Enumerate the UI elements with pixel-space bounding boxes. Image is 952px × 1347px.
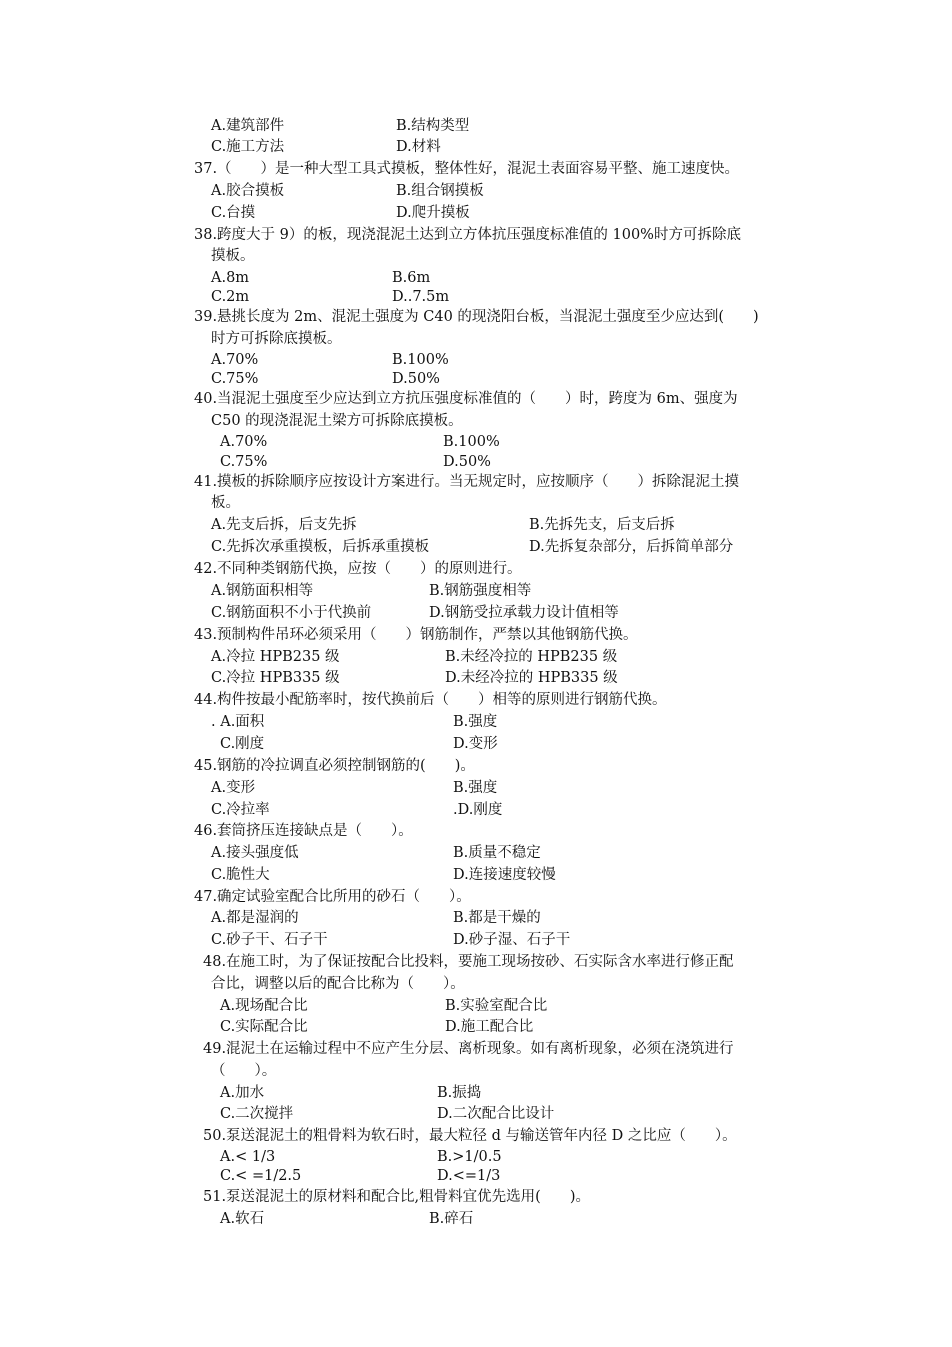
option-a: A.现场配合比 bbox=[220, 998, 308, 1014]
option-c: C.脆性大 bbox=[211, 867, 270, 883]
option-c: C.二次搅拌 bbox=[220, 1106, 294, 1122]
option-d: D.钢筋受拉承载力设计值相等 bbox=[429, 605, 619, 621]
option-b: B.强度 bbox=[453, 780, 498, 796]
option-b: B.质量不稳定 bbox=[453, 845, 541, 861]
question-45: 45.钢筋的冷拉调直必须控制钢筋的( )。 bbox=[194, 758, 475, 774]
option-c: C.2m bbox=[211, 289, 250, 305]
option-b: B.碎石 bbox=[429, 1211, 474, 1227]
option-a: A.都是湿润的 bbox=[211, 910, 299, 926]
option-b: B.>1/0.5 bbox=[437, 1149, 502, 1165]
option-d: D.材料 bbox=[396, 139, 441, 155]
option-b: B.未经冷拉的 HPB235 级 bbox=[445, 649, 618, 665]
question-37: 37.（ ）是一种大型工具式摸板，整体性好，混泥土表面容易平整、施工速度快。 bbox=[194, 161, 740, 177]
option-a: A.冷拉 HPB235 级 bbox=[211, 649, 340, 665]
option-b: B.6m bbox=[392, 270, 431, 286]
question-41: 41.摸板的拆除顺序应按设计方案进行。当无规定时，应按顺序（ ）拆除混泥土摸 bbox=[194, 474, 740, 490]
option-c: C.砂子干、石子干 bbox=[211, 932, 328, 948]
option-c: C.< =1/2.5 bbox=[220, 1168, 302, 1184]
question-40: 40.当混泥土强度至少应达到立方抗压强度标准值的（ ）时，跨度为 6m、强度为 bbox=[194, 391, 738, 407]
option-a: A.70% bbox=[220, 434, 268, 450]
option-a: A.接头强度低 bbox=[211, 845, 299, 861]
option-b: B.都是干燥的 bbox=[453, 910, 541, 926]
question-38-cont: 摸板。 bbox=[211, 248, 255, 264]
question-39-cont: 时方可拆除底摸板。 bbox=[211, 331, 342, 347]
option-b: B.振捣 bbox=[437, 1085, 482, 1101]
question-39: 39.悬挑长度为 2m、混泥土强度为 C40 的现浇阳台板，当混泥土强度至少应达到( ) bbox=[194, 309, 759, 325]
question-49: 49.混泥土在运输过程中不应产生分层、离析现象。如有离析现象，必须在浇筑进行 bbox=[203, 1041, 734, 1057]
option-d: D.<=1/3 bbox=[437, 1168, 501, 1184]
question-42: 42.不同种类钢筋代换，应按（ ）的原则进行。 bbox=[194, 561, 522, 577]
option-c: C.冷拉 HPB335 级 bbox=[211, 670, 340, 686]
question-46: 46.套筒挤压连接缺点是（ ）。 bbox=[194, 823, 413, 839]
option-c: C.冷拉率 bbox=[211, 802, 270, 818]
option-d: D.50% bbox=[392, 371, 440, 387]
option-b: B.100% bbox=[443, 434, 500, 450]
option-c: C.75% bbox=[220, 454, 268, 470]
option-d: D..7.5m bbox=[392, 289, 450, 305]
option-d: D.连接速度较慢 bbox=[453, 867, 556, 883]
question-44: 44.构件按最小配筋率时，按代换前后（ ）相等的原则进行钢筋代换。 bbox=[194, 692, 667, 708]
option-c: C.台摸 bbox=[211, 205, 256, 221]
option-a: A.建筑部件 bbox=[211, 118, 285, 134]
option-b: B.先拆先支，后支后拆 bbox=[529, 517, 675, 533]
question-50: 50.泵送混泥土的粗骨料为软石时，最大粒径 d 与输送管年内径 D 之比应（ ）。 bbox=[203, 1128, 737, 1144]
question-40-cont: C50 的现浇混泥土梁方可拆除底摸板。 bbox=[211, 413, 463, 429]
question-48: 48.在施工时，为了保证按配合比投料，要施工现场按砂、石实际含水率进行修正配 bbox=[203, 954, 734, 970]
question-43: 43.预制构件吊环必须采用（ ）钢筋制作，严禁以其他钢筋代换。 bbox=[194, 627, 638, 643]
option-d: D.施工配合比 bbox=[445, 1019, 534, 1035]
option-c: C.先拆次承重摸板，后拆承重摸板 bbox=[211, 539, 430, 555]
option-b: B.实验室配合比 bbox=[445, 998, 548, 1014]
option-b: B.组合钢摸板 bbox=[396, 183, 484, 199]
option-c: C.刚度 bbox=[220, 736, 265, 752]
option-d: .D.刚度 bbox=[453, 802, 503, 818]
option-c: C.实际配合比 bbox=[220, 1019, 308, 1035]
option-d: D.50% bbox=[443, 454, 491, 470]
option-a: A.70% bbox=[211, 352, 259, 368]
option-a: A.钢筋面积相等 bbox=[211, 583, 314, 599]
option-d: D.变形 bbox=[453, 736, 498, 752]
question-47: 47.确定试验室配合比所用的砂石（ ）。 bbox=[194, 889, 471, 905]
option-d: D.砂子湿、石子干 bbox=[453, 932, 571, 948]
option-a: A.先支后拆，后支先拆 bbox=[211, 517, 357, 533]
option-d: D.二次配合比设计 bbox=[437, 1106, 555, 1122]
option-a: . A.面积 bbox=[211, 714, 265, 730]
option-a: A.软石 bbox=[220, 1211, 265, 1227]
question-51: 51.泵送混泥土的原材料和配合比,粗骨料宜优先选用( )。 bbox=[203, 1189, 590, 1205]
question-48-cont: 合比，调整以后的配合比称为（ ）。 bbox=[211, 976, 465, 992]
option-b: B.100% bbox=[392, 352, 449, 368]
option-d: D.未经冷拉的 HPB335 级 bbox=[445, 670, 618, 686]
option-a: A.胶合摸板 bbox=[211, 183, 285, 199]
option-a: A.变形 bbox=[211, 780, 256, 796]
question-49-cont: （ ）。 bbox=[211, 1063, 277, 1079]
option-d: D.爬升摸板 bbox=[396, 205, 470, 221]
option-b: B.钢筋强度相等 bbox=[429, 583, 532, 599]
option-d: D.先拆复杂部分，后拆简单部分 bbox=[529, 539, 734, 555]
option-c: C.钢筋面积不小于代换前 bbox=[211, 605, 372, 621]
option-a: A.8m bbox=[211, 270, 250, 286]
option-c: C.75% bbox=[211, 371, 259, 387]
option-b: B.强度 bbox=[453, 714, 498, 730]
question-38: 38.跨度大于 9）的板，现浇混泥土达到立方体抗压强度标准值的 100%时方可拆除底 bbox=[194, 227, 741, 243]
option-b: B.结构类型 bbox=[396, 118, 470, 134]
question-41-cont: 板。 bbox=[211, 495, 240, 511]
option-c: C.施工方法 bbox=[211, 139, 285, 155]
option-a: A.加水 bbox=[220, 1085, 265, 1101]
option-a: A.< 1/3 bbox=[220, 1149, 276, 1165]
